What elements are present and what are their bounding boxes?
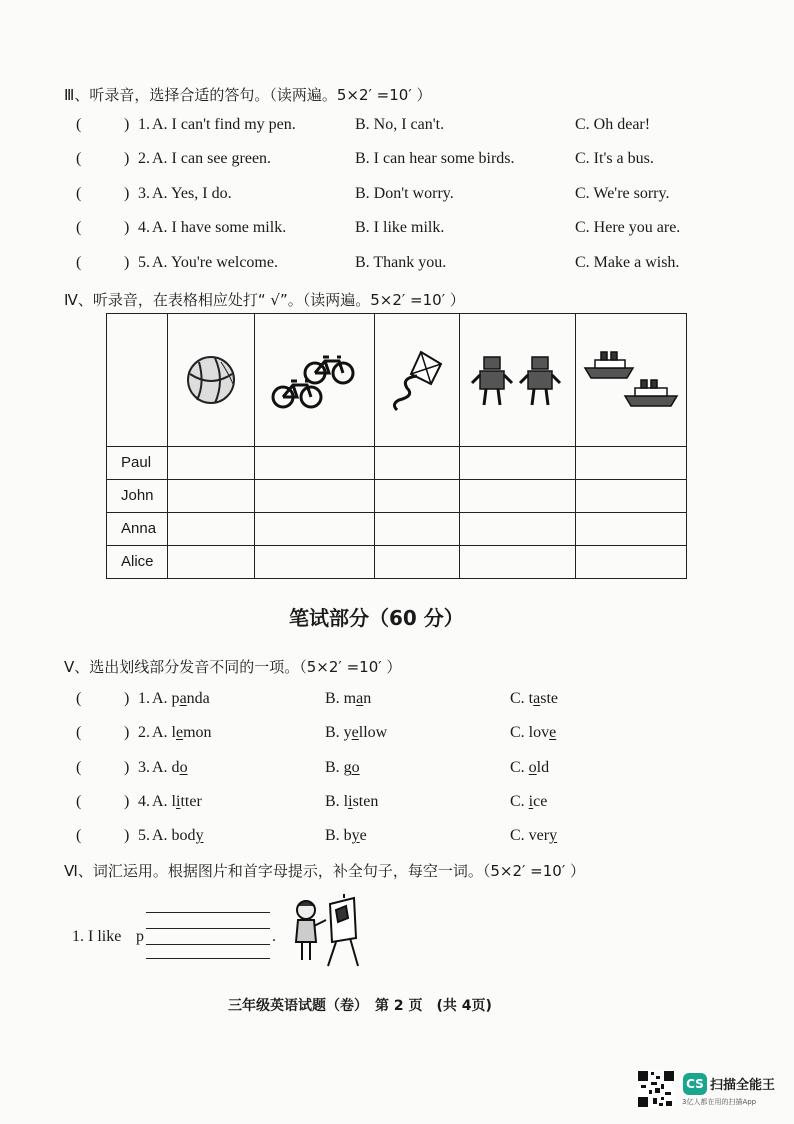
option-a [152, 793, 202, 811]
camscanner-logo: CS [683, 1073, 707, 1095]
word-part: ste [540, 690, 559, 707]
word-part: A. l [152, 793, 176, 810]
check-cell[interactable] [576, 446, 687, 479]
word-part: nda [186, 690, 210, 707]
answer-paren-open: ( [76, 219, 82, 236]
option-c: C. We're sorry. [575, 185, 670, 202]
table-header-row [107, 314, 687, 447]
check-cell[interactable] [460, 512, 576, 545]
word-part: n [363, 690, 372, 707]
option-c [510, 724, 556, 742]
answer-paren-open: ( [76, 793, 82, 810]
word-part: sten [352, 793, 379, 810]
table-row [107, 545, 687, 578]
option-c [510, 793, 547, 811]
underlined-letters: o [351, 759, 360, 776]
question-number: 3. [138, 759, 150, 776]
answer-blank[interactable] [86, 185, 120, 205]
option-c: C. It's a bus. [575, 150, 654, 167]
underlined-letters: e [176, 724, 184, 741]
check-cell[interactable] [255, 512, 375, 545]
check-cell[interactable] [375, 545, 460, 578]
check-cell[interactable] [168, 512, 255, 545]
answer-blank[interactable] [86, 724, 120, 744]
question-number: 2. [138, 150, 150, 167]
bikes-icon [269, 351, 361, 409]
answer-paren-open: ( [76, 724, 82, 741]
check-cell[interactable] [375, 512, 460, 545]
option-b [325, 793, 378, 811]
answer-line-4[interactable] [146, 958, 270, 959]
underlined-letters: o [179, 759, 188, 776]
check-cell[interactable] [255, 446, 375, 479]
check-cell[interactable] [576, 512, 687, 545]
word-part: ld [536, 759, 550, 776]
row-name: Alice [107, 545, 168, 578]
answer-blank[interactable] [86, 759, 120, 779]
answer-paren-open: ( [76, 150, 82, 167]
table-header-ball [168, 314, 255, 447]
section-5-title: Ⅴ、选出划线部分发音不同的一项。（5×2′ =10′ ） [64, 658, 402, 676]
answer-blank[interactable] [86, 827, 120, 847]
answer-blank[interactable] [86, 690, 120, 710]
answer-paren-open: ( [76, 185, 82, 202]
table-corner-cell [107, 314, 168, 447]
option-a [152, 724, 212, 742]
qr-code-icon [637, 1070, 675, 1108]
vocab-question-1-prefix: 1. I like [72, 928, 122, 945]
section-3-title: Ⅲ、听录音，选择合适的答句。（读两遍。5×2′ =10′ ） [64, 86, 432, 104]
answer-line-1[interactable] [146, 912, 270, 913]
option-b: B. No, I can't. [355, 116, 445, 133]
answer-paren-close: ) [124, 116, 130, 133]
option-b [325, 827, 367, 845]
listening-table [106, 313, 687, 579]
question-number: 4. [138, 793, 150, 810]
word-part: B. b [325, 827, 352, 844]
check-cell[interactable] [168, 545, 255, 578]
check-cell[interactable] [168, 479, 255, 512]
table-row [107, 479, 687, 512]
row-name: Paul [107, 446, 168, 479]
underlined-letters: i [348, 793, 353, 810]
check-cell[interactable] [576, 545, 687, 578]
underlined-letters: y [351, 827, 360, 844]
underlined-letters: i [176, 793, 181, 810]
answer-blank[interactable] [86, 254, 120, 274]
question-number: 3. [138, 185, 150, 202]
word-part: B. m [325, 690, 357, 707]
check-cell[interactable] [460, 479, 576, 512]
check-cell[interactable] [460, 545, 576, 578]
answer-blank[interactable] [86, 793, 120, 813]
word-part: A. l [152, 724, 176, 741]
answer-blank[interactable] [86, 116, 120, 136]
underlined-letters: a [533, 690, 541, 707]
check-cell[interactable] [460, 446, 576, 479]
underlined-letters: y [195, 827, 204, 844]
word-part: llow [358, 724, 388, 741]
answer-blank[interactable] [86, 150, 120, 170]
vocab-question-1-letter: p [136, 928, 144, 945]
row-name: John [107, 479, 168, 512]
table-header-bikes [255, 314, 375, 447]
answer-paren-close: ) [124, 827, 130, 844]
check-cell[interactable] [255, 479, 375, 512]
option-a: A. I have some milk. [152, 219, 287, 236]
page-footer: 三年级英语试题（卷） 第 2 页 (共 4页) [228, 998, 492, 1014]
option-b: B. I like milk. [355, 219, 445, 236]
option-a [152, 827, 204, 845]
answer-paren-open: ( [76, 759, 82, 776]
camscanner-name: 扫描全能王 [710, 1078, 776, 1093]
word-part: C. lov [510, 724, 550, 741]
option-a: A. I can see green. [152, 150, 272, 167]
option-c: C. Here you are. [575, 219, 681, 236]
underlined-letters: a [179, 690, 187, 707]
answer-paren-close: ) [124, 759, 130, 776]
table-row [107, 446, 687, 479]
table-header-robots [460, 314, 576, 447]
underlined-letters: e [549, 724, 557, 741]
answer-paren-close: ) [124, 254, 130, 271]
camscanner-tagline: 3亿人都在用的扫描App [682, 1098, 757, 1106]
option-c [510, 690, 558, 708]
check-cell[interactable] [375, 479, 460, 512]
option-c [510, 827, 557, 845]
question-number: 1. [138, 116, 150, 133]
check-cell[interactable] [168, 446, 255, 479]
underlined-letters: a [356, 690, 364, 707]
answer-line-2[interactable] [146, 928, 270, 929]
word-part: B. l [325, 793, 349, 810]
underlined-letters: y [549, 827, 558, 844]
underlined-letters: o [528, 759, 537, 776]
option-c: C. Oh dear! [575, 116, 651, 133]
answer-paren-open: ( [76, 690, 82, 707]
option-b: B. I can hear some birds. [355, 150, 515, 167]
answer-paren-open: ( [76, 116, 82, 133]
word-part: ce [533, 793, 548, 810]
word-part: tter [180, 793, 202, 810]
check-cell[interactable] [576, 479, 687, 512]
word-part: e [359, 827, 367, 844]
word-part: A. bod [152, 827, 196, 844]
option-a [152, 690, 210, 708]
question-number: 5. [138, 254, 150, 271]
question-number: 4. [138, 219, 150, 236]
option-c [510, 759, 549, 777]
row-name: Anna [107, 512, 168, 545]
underlined-letters: i [528, 793, 534, 810]
word-part: C. [510, 793, 529, 810]
answer-blank[interactable] [86, 219, 120, 239]
word-part: C. t [510, 690, 534, 707]
option-a [152, 759, 188, 777]
word-part: C. [510, 759, 529, 776]
option-b [325, 724, 387, 742]
answer-paren-open: ( [76, 254, 82, 271]
answer-paren-close: ) [124, 150, 130, 167]
ships-icon [581, 348, 681, 412]
vocab-question-1-period: . [272, 928, 276, 945]
robots-icon [470, 351, 566, 409]
answer-paren-close: ) [124, 185, 130, 202]
option-b [325, 690, 371, 708]
answer-paren-close: ) [124, 690, 130, 707]
table-header-kite [375, 314, 460, 447]
option-b: B. Thank you. [355, 254, 447, 271]
answer-paren-close: ) [124, 793, 130, 810]
question-number: 5. [138, 827, 150, 844]
word-part: A. p [152, 690, 180, 707]
check-cell[interactable] [375, 446, 460, 479]
question-number: 1. [138, 690, 150, 707]
word-part: B. y [325, 724, 352, 741]
check-cell[interactable] [255, 545, 375, 578]
ball-icon [185, 354, 237, 406]
section-6-title: Ⅵ、词汇运用。根据图片和首字母提示，补全句子，每空一词。（5×2′ =10′ ） [64, 862, 585, 880]
answer-line-3[interactable] [146, 944, 270, 945]
underlined-letters: e [351, 724, 359, 741]
boy-painting-icon [292, 894, 362, 970]
table-header-ships [576, 314, 687, 447]
section-4-title: Ⅳ、听录音，在表格相应处打“ √”。（读两遍。5×2′ =10′ ） [64, 291, 465, 309]
word-part: C. ver [510, 827, 550, 844]
option-c: C. Make a wish. [575, 254, 680, 271]
option-a: A. You're welcome. [152, 254, 278, 271]
written-part-title: 笔试部分（60 分） [289, 606, 464, 630]
answer-paren-open: ( [76, 827, 82, 844]
kite-icon [387, 348, 447, 412]
answer-paren-close: ) [124, 724, 130, 741]
table-row [107, 512, 687, 545]
question-number: 2. [138, 724, 150, 741]
word-part: mon [183, 724, 212, 741]
option-b: B. Don't worry. [355, 185, 454, 202]
option-a: A. Yes, I do. [152, 185, 232, 202]
option-b [325, 759, 360, 777]
word-part: B. g [325, 759, 352, 776]
answer-paren-close: ) [124, 219, 130, 236]
word-part: A. d [152, 759, 180, 776]
option-a: A. I can't find my pen. [152, 116, 296, 133]
